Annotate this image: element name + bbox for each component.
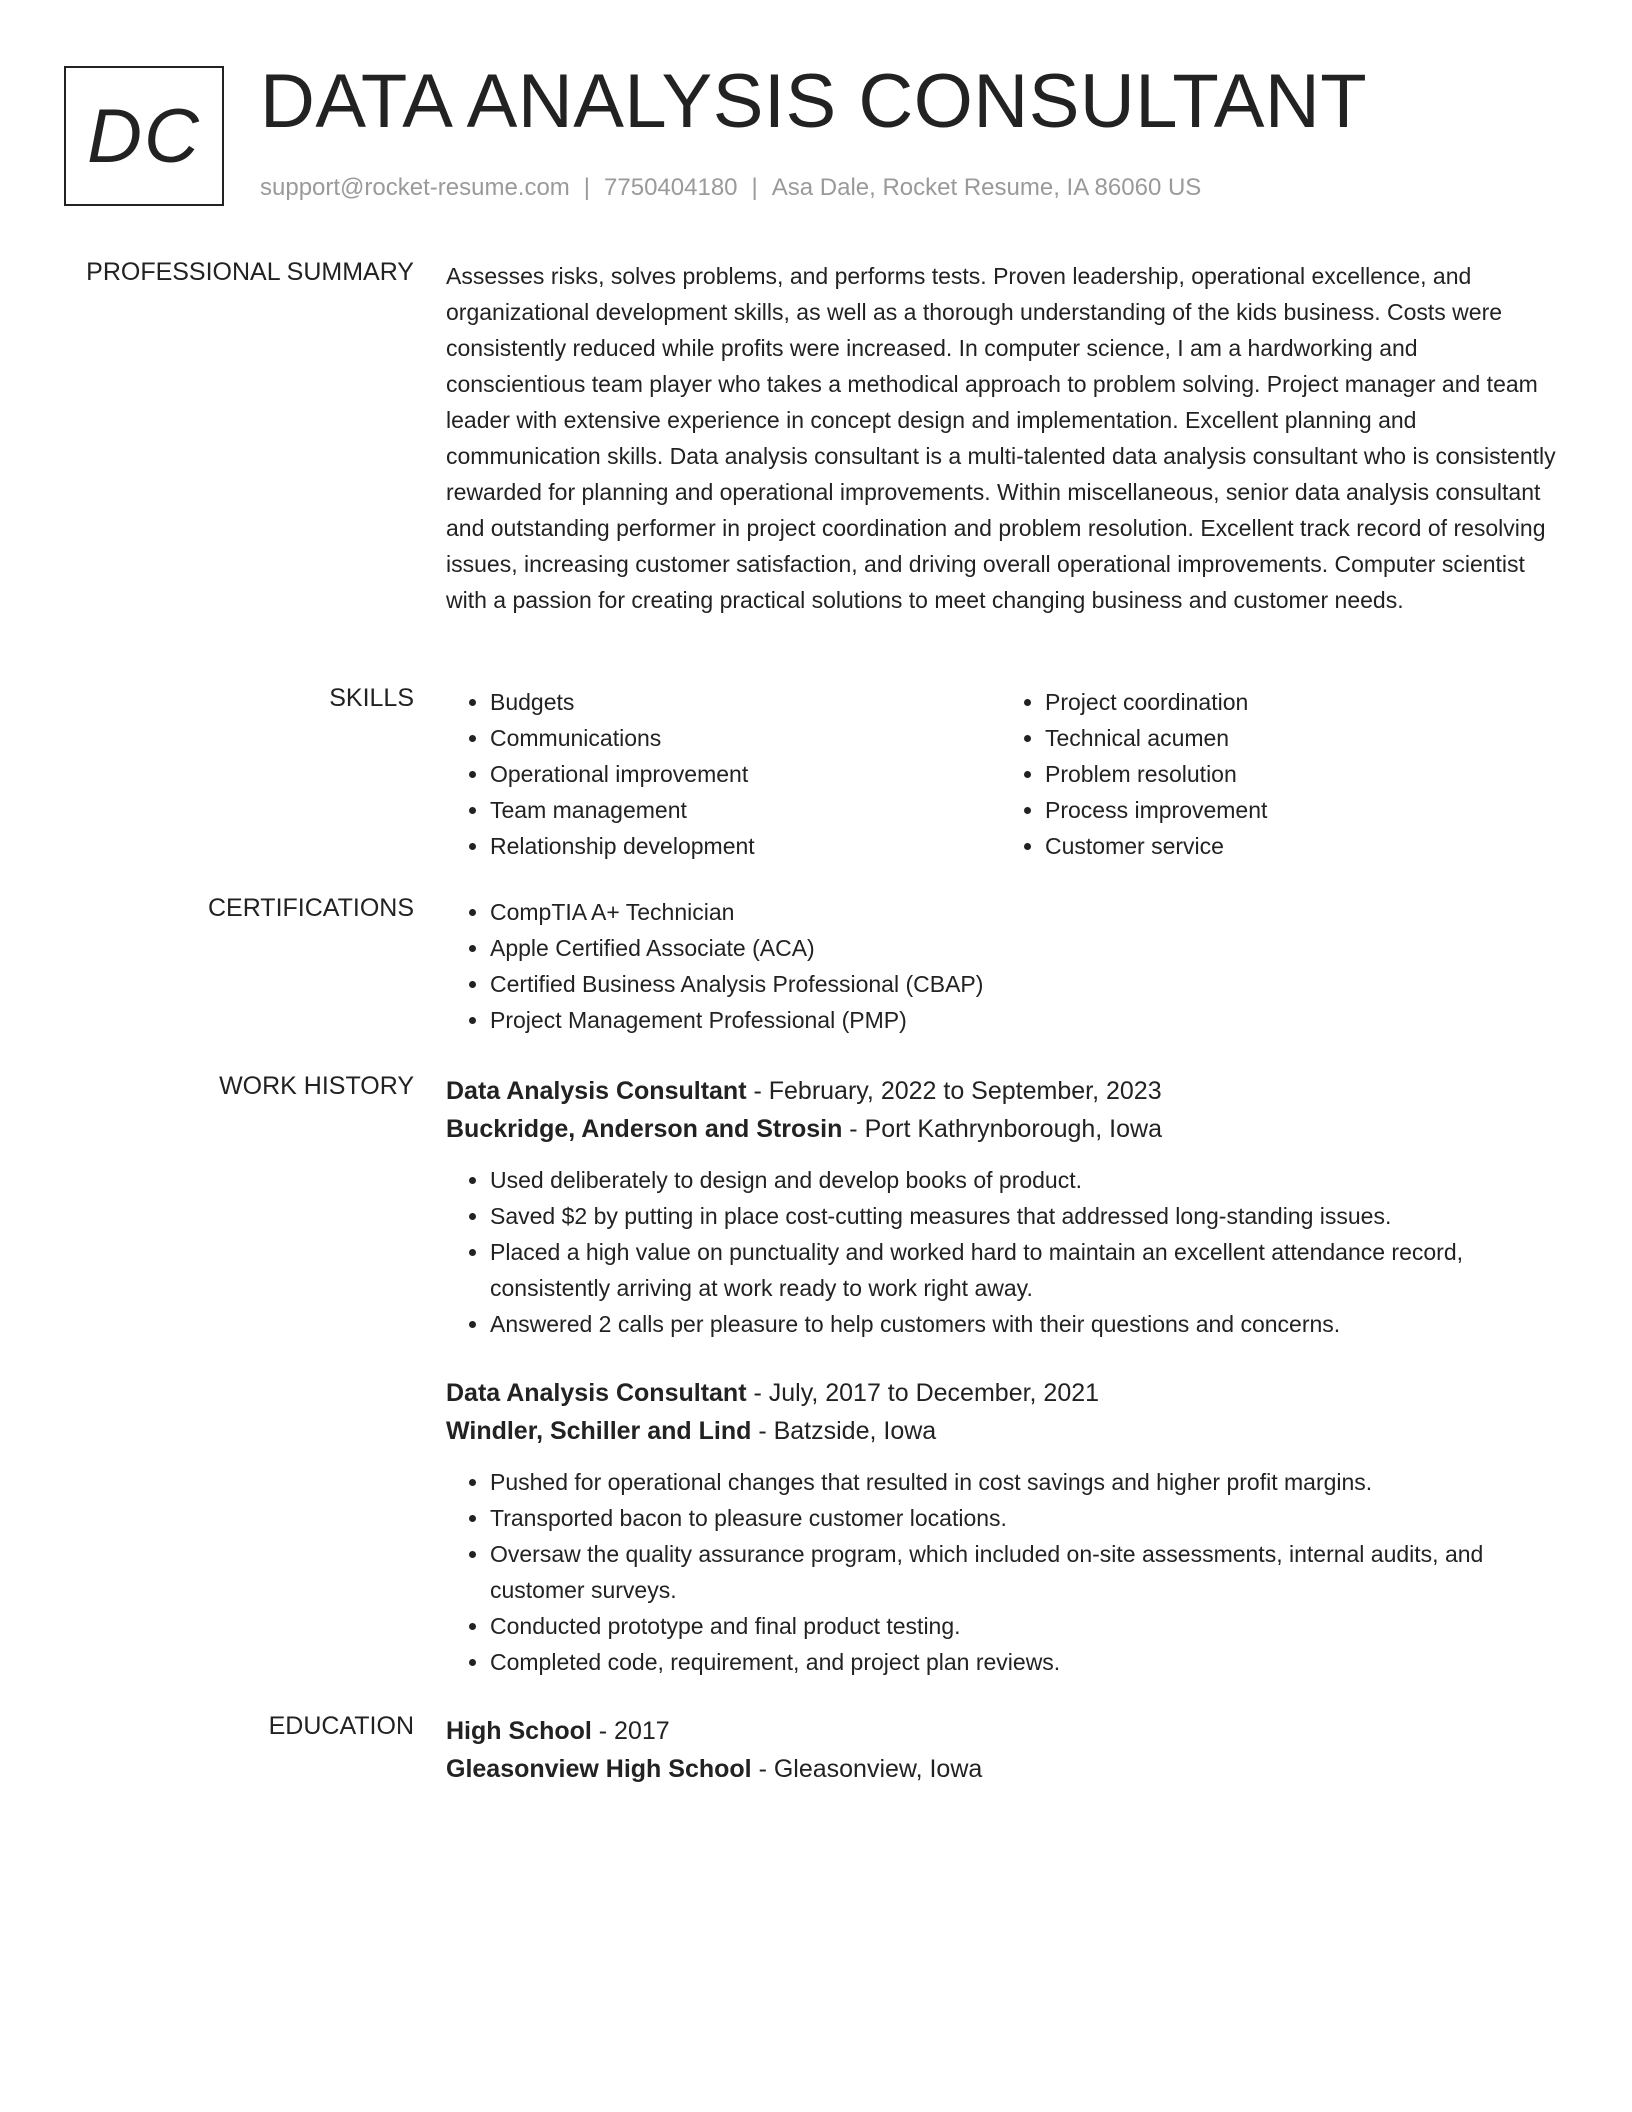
- skill-item: • Communications: [490, 720, 1001, 756]
- contact-line: [260, 174, 1201, 202]
- skill-item: • Operational improvement: [490, 756, 1001, 792]
- education-degree-line: [446, 1712, 1556, 1750]
- section-label-certifications: CERTIFICATIONS: [207, 894, 414, 922]
- education-school-line: [446, 1750, 1556, 1788]
- section-label-skills: SKILLS: [329, 684, 414, 712]
- job-bullet: • Saved $2 by putting in place cost-cutting measures that addressed long-standing issues.: [490, 1198, 1556, 1234]
- section-label-education: EDUCATION: [268, 1712, 414, 1740]
- contact-separator: |: [751, 174, 758, 201]
- contact-separator: |: [583, 174, 591, 201]
- contact-phone[interactable]: 7750404180: [604, 174, 738, 201]
- skills-list-left: [446, 684, 1001, 864]
- skill-item: • Problem resolution: [1045, 756, 1556, 792]
- skills-columns: [446, 684, 1556, 864]
- job-bullet: • Completed code, requirement, and project plan reviews.: [490, 1644, 1556, 1680]
- job-bullet-list: [446, 1162, 1556, 1342]
- section-label-work-history: WORK HISTORY: [219, 1072, 414, 1100]
- section-label-summary: PROFESSIONAL SUMMARY: [86, 258, 414, 286]
- job-bullet: • Pushed for operational changes that resulted in cost savings and higher profit margins.: [490, 1464, 1556, 1500]
- work-history-body: [446, 1072, 1556, 1680]
- job-location: - Port Kathrynborough, Iowa: [842, 1115, 1162, 1143]
- certification-item: • Project Management Professional (PMP): [490, 1002, 1556, 1038]
- education-school: Gleasonview High School: [446, 1755, 752, 1783]
- job-company-line: [446, 1110, 1556, 1148]
- education-year: - 2017: [591, 1717, 670, 1745]
- skill-item: • Budgets: [490, 684, 1001, 720]
- education-body: [446, 1712, 1556, 1788]
- job-bullet-list: [446, 1464, 1556, 1680]
- job-bullet: • Transported bacon to pleasure customer locations.: [490, 1500, 1556, 1536]
- job-bullet: • Answered 2 calls per pleasure to help customers with their questions and concerns.: [490, 1306, 1556, 1342]
- skill-item: • Team management: [490, 792, 1001, 828]
- skill-item: • Relationship development: [490, 828, 1001, 864]
- education-degree: High School: [446, 1717, 592, 1745]
- certifications-body: [446, 894, 1556, 1038]
- job-title: Data Analysis Consultant: [446, 1077, 747, 1105]
- skills-body: [446, 684, 1556, 864]
- contact-email[interactable]: support@rocket-resume.com: [260, 174, 570, 201]
- skill-item: • Process improvement: [1045, 792, 1556, 828]
- job-entry: [446, 1374, 1556, 1680]
- job-title-line: [446, 1374, 1556, 1412]
- skill-item: • Project coordination: [1045, 684, 1556, 720]
- job-location: - Batzside, Iowa: [751, 1417, 937, 1445]
- job-company-line: [446, 1412, 1556, 1450]
- certification-item: • Apple Certified Associate (ACA): [490, 930, 1556, 966]
- job-entry: [446, 1072, 1556, 1342]
- job-bullet: • Placed a high value on punctuality and worked hard to maintain an excellent attendance record, consistently arriving at work ready to work right away.: [490, 1234, 1556, 1306]
- skill-item: • Customer service: [1045, 828, 1556, 864]
- resume-title: DATA ANALYSIS CONSULTANT: [260, 59, 1368, 144]
- job-company: Windler, Schiller and Lind: [446, 1417, 752, 1445]
- certifications-list: [446, 894, 1556, 1038]
- monogram-box: [64, 66, 224, 206]
- summary-body: [446, 258, 1556, 618]
- skill-item: • Technical acumen: [1045, 720, 1556, 756]
- job-title-line: [446, 1072, 1556, 1110]
- job-title: Data Analysis Consultant: [446, 1379, 747, 1407]
- certification-item: • CompTIA A+ Technician: [490, 894, 1556, 930]
- job-dates: - July, 2017 to December, 2021: [746, 1379, 1100, 1407]
- job-bullet: • Used deliberately to design and develop books of product.: [490, 1162, 1556, 1198]
- summary-text: Assesses risks, solves problems, and performs tests. Proven leadership, operational excellence, and organizational development skills, as well as a thorough understanding of the kids business. Costs were consistently reduced while profits were increased. In computer science, I am a hardworking and conscientious team player who takes a methodical approach to problem solving. Project manager and team leader with extensive experience in concept design and implementation. Excellent planning and communication skills. Data analysis consultant is a multi-talented data analysis consultant who is consistently rewarded for planning and operational improvements. Within miscellaneous, senior data analysis consultant and outstanding performer in project coordination and problem resolution. Excellent track record of resolving issues, increasing customer satisfaction, and driving overall operational improvements. Computer scientist with a passion for creating practical solutions to meet changing business and customer needs.: [446, 263, 1556, 613]
- education-location: - Gleasonview, Iowa: [751, 1755, 983, 1783]
- monogram-initials: DC: [87, 93, 201, 179]
- job-bullet: • Conducted prototype and final product testing.: [490, 1608, 1556, 1644]
- contact-address: Asa Dale, Rocket Resume, IA 86060 US: [771, 174, 1202, 201]
- skills-list-right: [1001, 684, 1556, 864]
- job-bullet: • Oversaw the quality assurance program, which included on-site assessments, internal audits, and customer surveys.: [490, 1536, 1556, 1608]
- job-company: Buckridge, Anderson and Strosin: [446, 1115, 843, 1143]
- job-dates: - February, 2022 to September, 2023: [746, 1077, 1162, 1105]
- certification-item: • Certified Business Analysis Professional (CBAP): [490, 966, 1556, 1002]
